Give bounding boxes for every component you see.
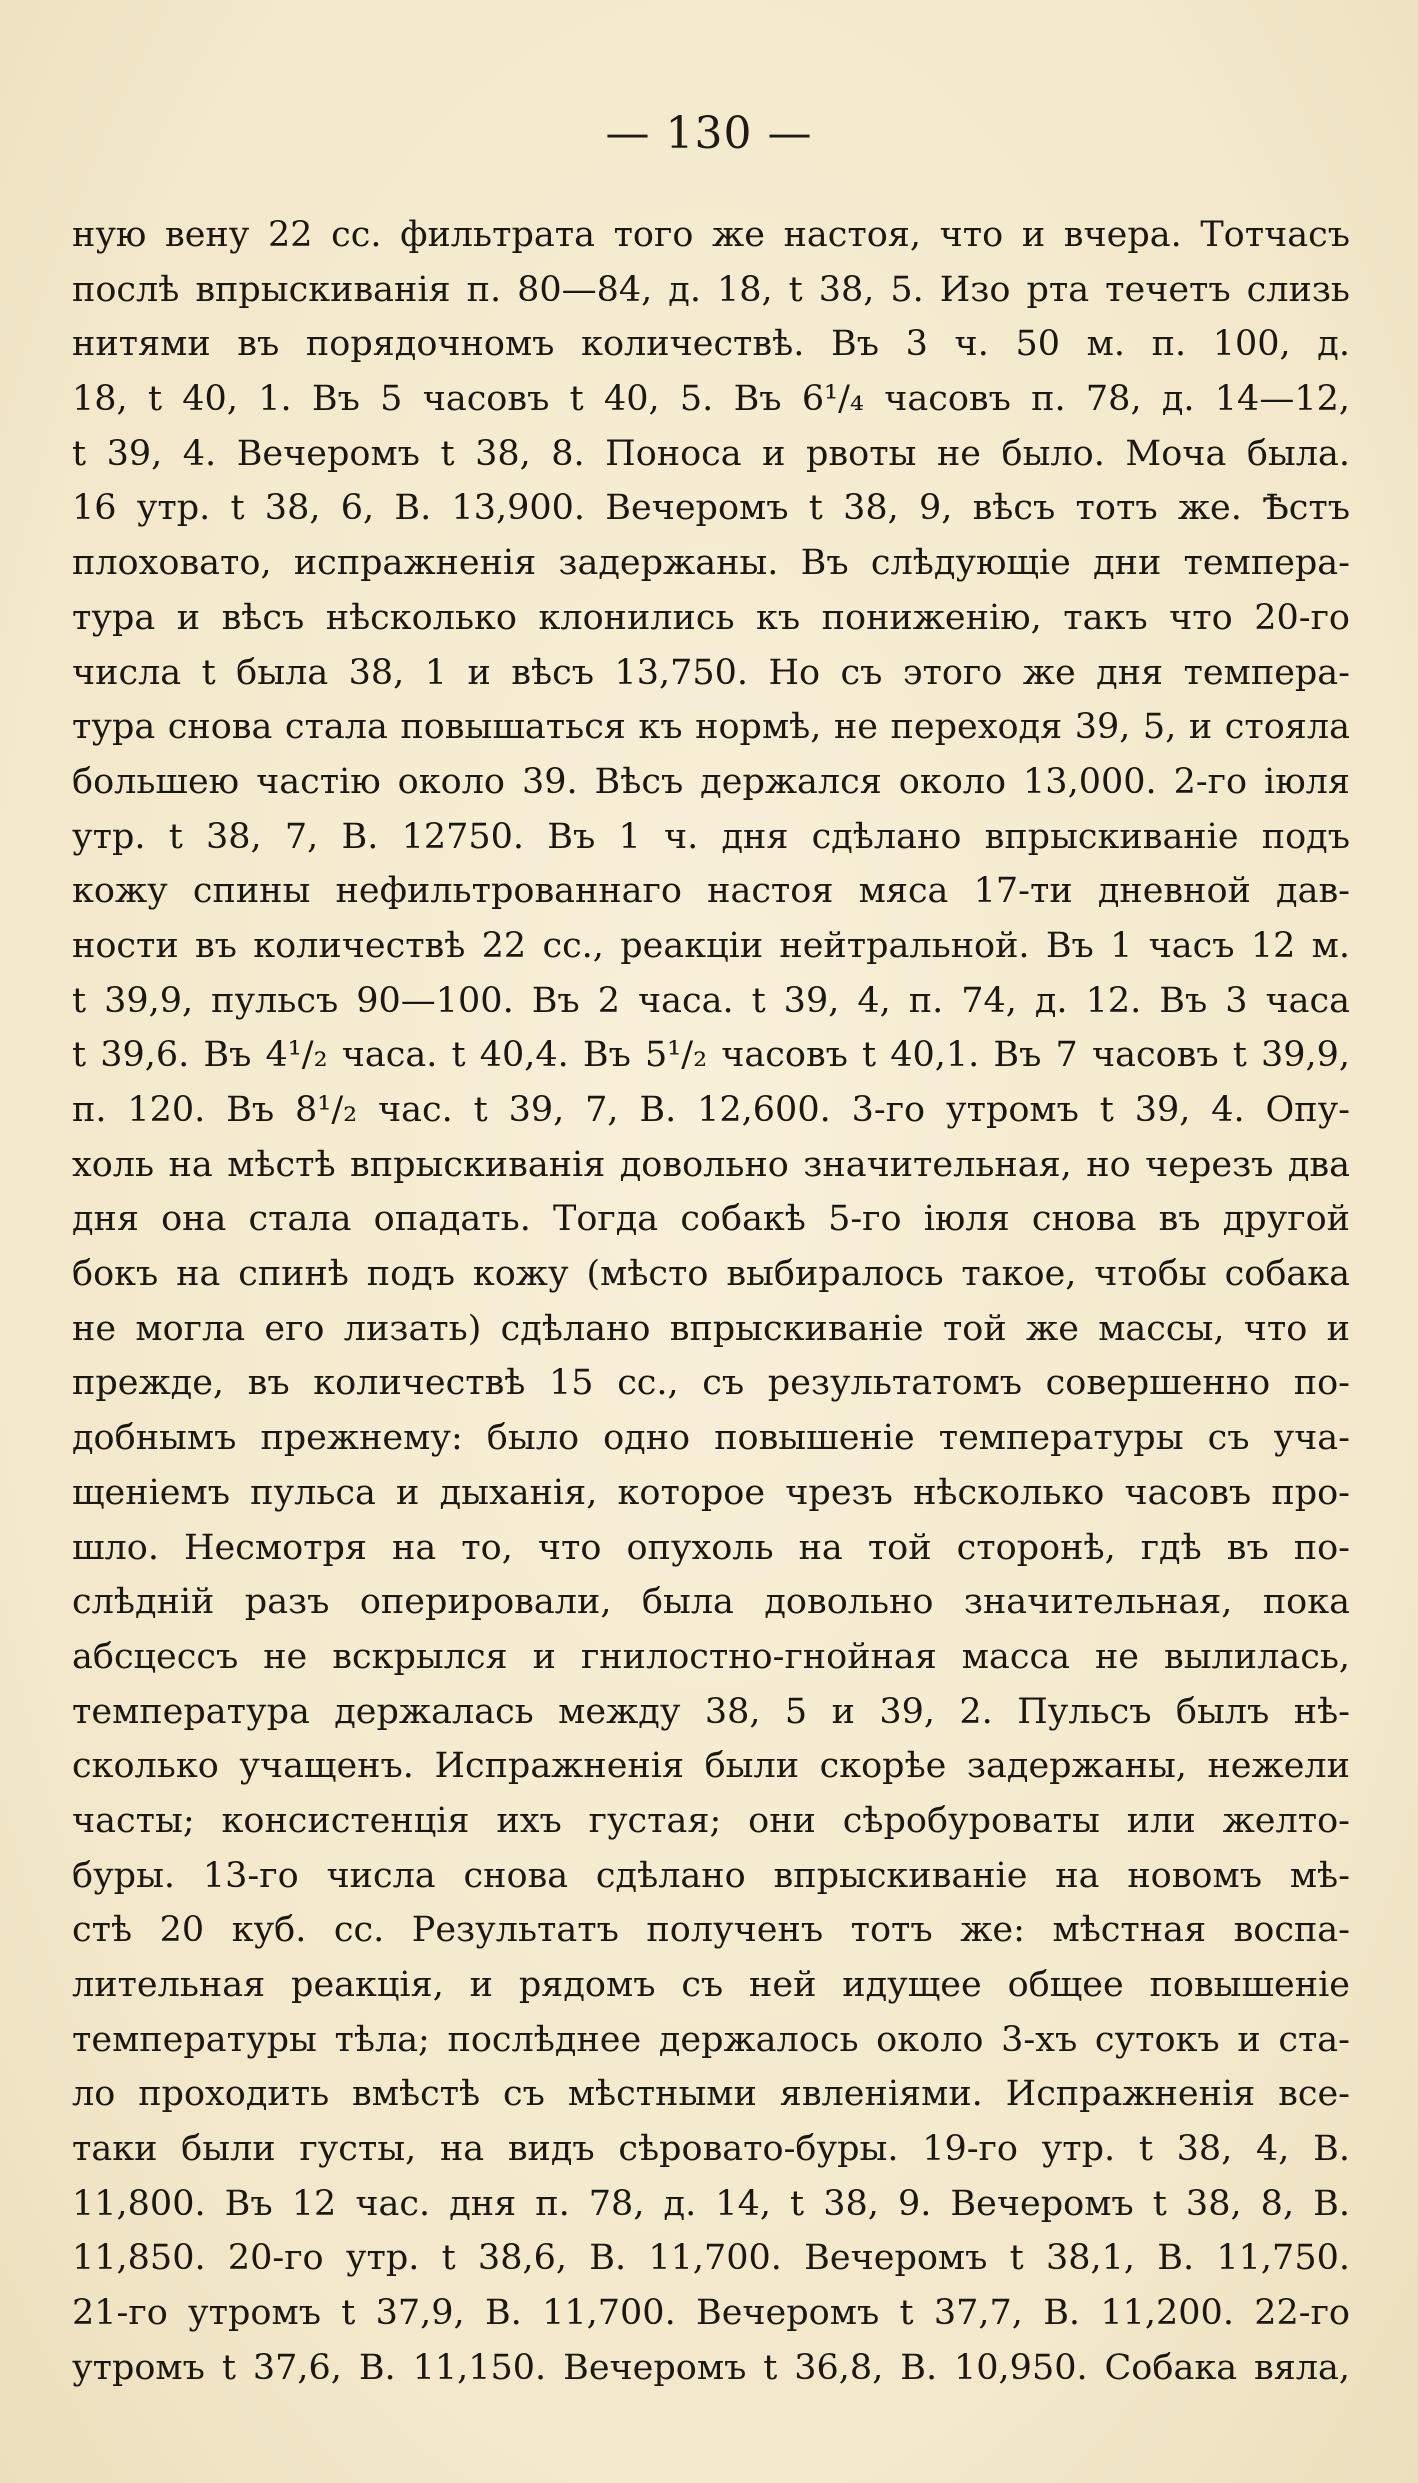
- text-line: таки были густы, на видъ сѣровато-буры. 19-го утр. t 38, 4, В.: [72, 2129, 1350, 2170]
- text-line: дня она стала опадать. Тогда собакѣ 5-го іюля снова въ другой: [72, 1199, 1350, 1240]
- text-line: послѣ впрыскиванія п. 80—84, д. 18, t 38, 5. Изо рта течетъ слизь: [72, 269, 1350, 310]
- text-line: абсцессъ не вскрылся и гнилостно-гнойная масса не вылилась,: [72, 1636, 1350, 1677]
- text-line: 18, t 40, 1. Въ 5 часовъ t 40, 5. Въ 6¹/₄ часовъ п. 78, д. 14—12,: [72, 379, 1350, 420]
- text-line: плоховато, испражненія задержаны. Въ слѣдующіе дни темпера-: [72, 543, 1350, 584]
- page-number: — 130 —: [605, 108, 813, 159]
- text-line: 21-го утромъ t 37,9, В. 11,700. Вечеромъ t 37,7, В. 11,200. 22-го: [72, 2293, 1350, 2334]
- text-line: шло. Несмотря на то, что опухоль на той сторонѣ, гдѣ въ по-: [72, 1527, 1350, 1568]
- text-line: утр. t 38, 7, В. 12750. Въ 1 ч. дня сдѣлано впрыскиваніе подъ: [72, 816, 1350, 857]
- text-line: 16 утр. t 38, 6, В. 13,900. Вечеромъ t 38, 9, вѣсъ тотъ же. Ѣстъ: [72, 488, 1350, 529]
- body-text: [72, 208, 1350, 2396]
- text-line: кожу спины нефильтрованнаго настоя мяса 17-ти дневной дав-: [72, 871, 1350, 912]
- text-line: t 39,9, пульсъ 90—100. Въ 2 часа. t 39, 4, п. 74, д. 12. Въ 3 часа: [72, 980, 1350, 1021]
- text-line: сколько учащенъ. Испражненія были скорѣе задержаны, нежели: [72, 1746, 1350, 1787]
- text-line: не могла его лизать) сдѣлано впрыскиваніе той же массы, что и: [72, 1308, 1350, 1349]
- text-line: щеніемъ пульса и дыханія, которое чрезъ нѣсколько часовъ про-: [72, 1472, 1350, 1513]
- text-line: большею частію около 39. Вѣсъ держался около 13,000. 2-го іюля: [72, 761, 1350, 802]
- text-line: тура снова стала повышаться къ нормѣ, не переходя 39, 5, и стояла: [72, 707, 1350, 748]
- text-line: ную вену 22 сс. фильтрата того же настоя, что и вчера. Тотчасъ: [72, 215, 1350, 255]
- text-line: 11,850. 20-го утр. t 38,6, В. 11,700. Вечеромъ t 38,1, В. 11,750.: [72, 2238, 1350, 2279]
- text-line: ло проходить вмѣстѣ съ мѣстными явленіями. Испражненія все-: [72, 2074, 1350, 2115]
- text-line: холь на мѣстѣ впрыскиванія довольно значительная, но черезъ два: [72, 1144, 1350, 1185]
- text-line: температуры тѣла; послѣднее держалось около 3-хъ сутокъ и ста-: [72, 2019, 1350, 2060]
- text-line: п. 120. Въ 8¹/₂ час. t 39, 7, В. 12,600. 3-го утромъ t 39, 4. Опу-: [72, 1090, 1350, 1130]
- text-line: буры. 13-го числа снова сдѣлано впрыскиваніе на новомъ мѣ-: [72, 1855, 1350, 1896]
- text-line: слѣдній разъ оперировали, была довольно значительная, пока: [72, 1582, 1350, 1623]
- text-line: прежде, въ количествѣ 15 сс., съ результатомъ совершенно по-: [72, 1363, 1350, 1404]
- text-line: ности въ количествѣ 22 сс., реакціи нейтральной. Въ 1 часъ 12 м.: [72, 925, 1350, 966]
- text-line: температура держалась между 38, 5 и 39, 2. Пульсъ былъ нѣ-: [72, 1691, 1350, 1732]
- text-line: добнымъ прежнему: было одно повышеніе температуры съ уча-: [72, 1418, 1350, 1459]
- text-line: нитями въ порядочномъ количествѣ. Въ 3 ч. 50 м. п. 100, д.: [72, 324, 1350, 365]
- text-line: часты; консистенція ихъ густая; они сѣробуроваты или желто-: [72, 1800, 1350, 1841]
- text-line: 11,800. Въ 12 час. дня п. 78, д. 14, t 38, 9. Вечеромъ t 38, 8, В.: [72, 2183, 1350, 2224]
- text-line: тура и вѣсъ нѣсколько клонились къ пониженію, такъ что 20-го: [72, 597, 1350, 638]
- text-line: стѣ 20 куб. сс. Результатъ полученъ тотъ же: мѣстная воспа-: [72, 1910, 1350, 1951]
- text-line: утромъ t 37,6, В. 11,150. Вечеромъ t 36,8, В. 10,950. Собака вяла,: [72, 2347, 1350, 2388]
- text-line: бокъ на спинѣ подъ кожу (мѣсто выбиралось такое, чтобы собака: [72, 1254, 1350, 1295]
- text-line: t 39,6. Въ 4¹/₂ часа. t 40,4. Въ 5¹/₂ часовъ t 40,1. Въ 7 часовъ t 39,9,: [72, 1035, 1350, 1076]
- text-line: числа t была 38, 1 и вѣсъ 13,750. Но съ этого же дня темпера-: [72, 652, 1350, 693]
- text-line: лительная реакція, и рядомъ съ ней идущее общее повышеніе: [72, 1965, 1350, 2005]
- text-line: t 39, 4. Вечеромъ t 38, 8. Поноса и рвоты не было. Моча была.: [72, 433, 1350, 474]
